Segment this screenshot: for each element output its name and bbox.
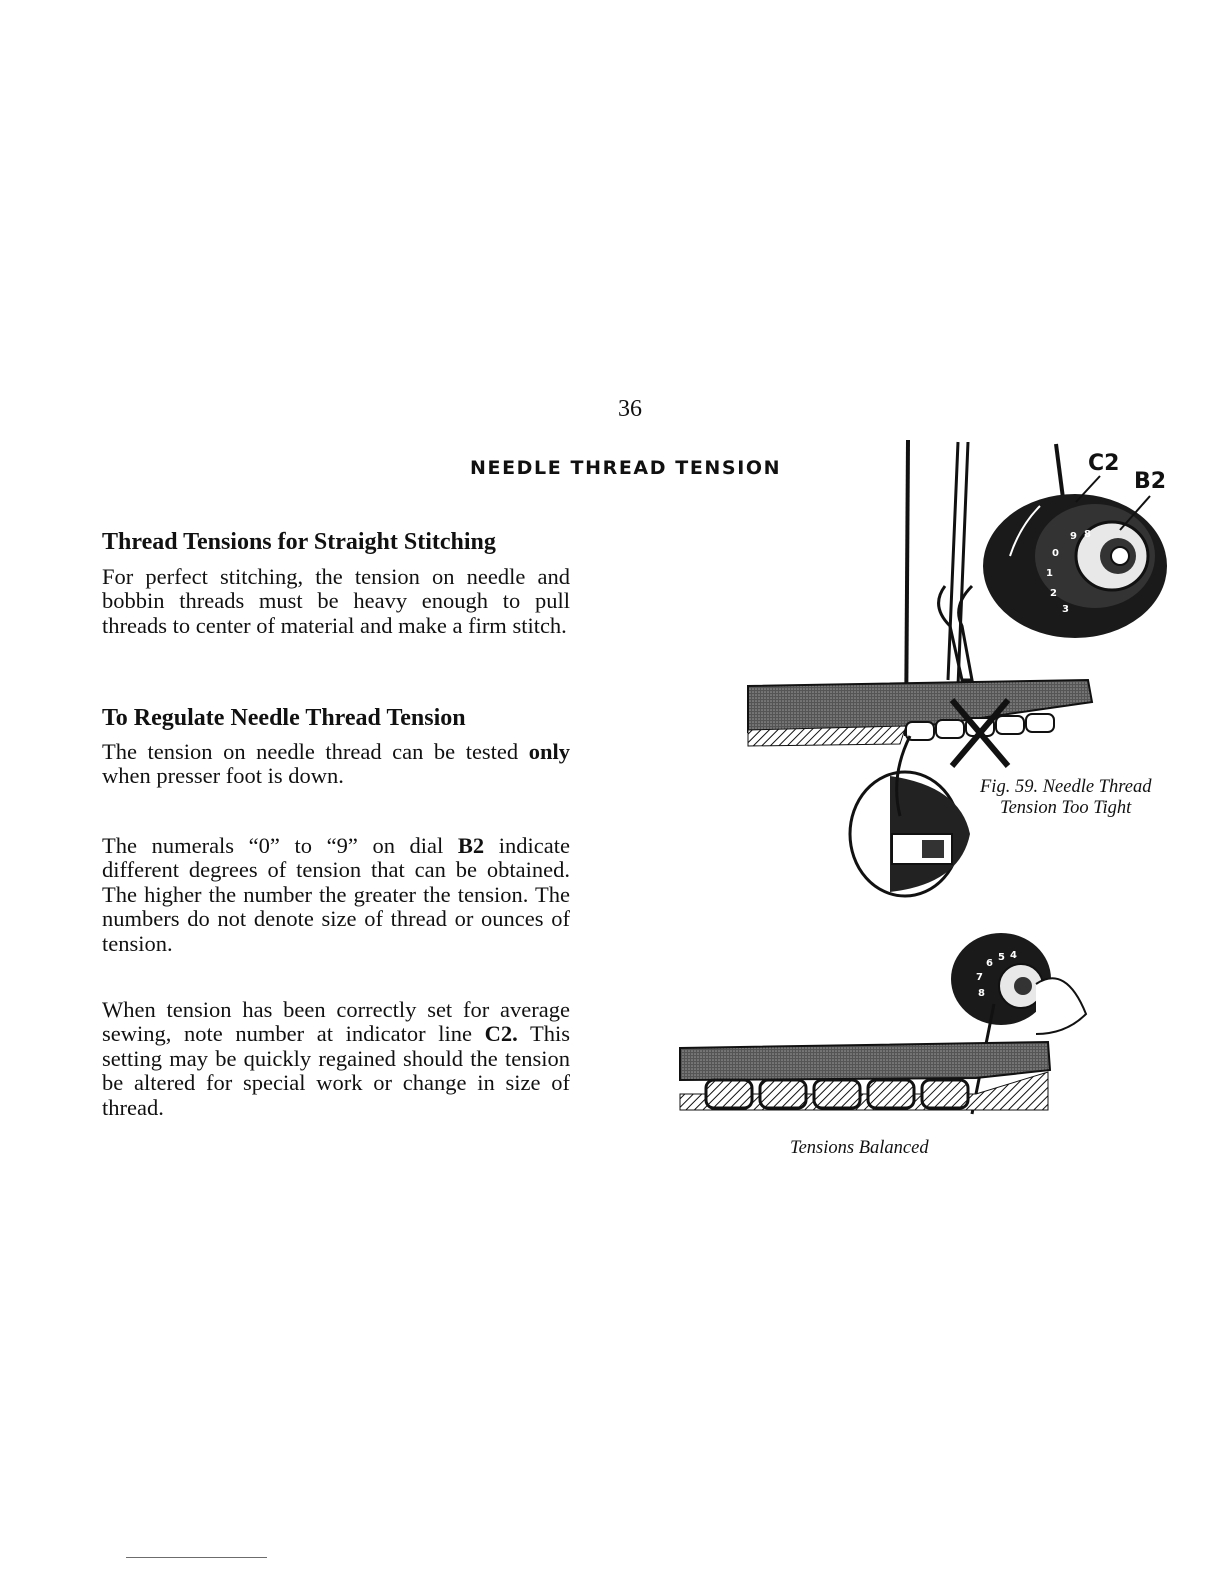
svg-text:5: 5 xyxy=(998,952,1005,963)
svg-text:0: 0 xyxy=(1052,548,1059,559)
paragraph-text: When tension has been correctly set for average sewing, note number at indicator line xyxy=(102,997,570,1047)
paragraph-text: This setting may be quickly regained should the tension be altered for special work or change in size of thread. xyxy=(102,1021,570,1120)
label-b2: B2 xyxy=(1134,469,1167,494)
svg-text:6: 6 xyxy=(986,958,993,969)
svg-text:4: 4 xyxy=(1010,950,1017,961)
paragraph-text: when presser foot is down. xyxy=(102,763,344,789)
svg-text:8: 8 xyxy=(978,988,985,999)
label-b2-inline: B2 xyxy=(457,833,485,858)
tension-dial-icon xyxy=(983,494,1167,638)
paragraph-text: The tension on needle thread can be tested xyxy=(102,739,529,764)
paragraph-text: indicate different degrees of tension that can be obtained. The higher the number the greater the tension. The numbers do not denote size of thread or ounces of tension. xyxy=(102,833,570,956)
label-c2: C2 xyxy=(1088,451,1120,476)
svg-text:1: 1 xyxy=(1046,568,1053,579)
paragraph-text: The numerals “0” to “9” on dial xyxy=(102,833,458,858)
bobbin-case-icon xyxy=(850,736,970,896)
heading-regulate-tension: To Regulate Needle Thread Tension xyxy=(102,705,466,731)
paragraph-numerals xyxy=(102,834,570,956)
svg-text:3: 3 xyxy=(1062,604,1069,615)
svg-text:2: 2 xyxy=(1050,588,1057,599)
svg-text:8: 8 xyxy=(1084,529,1091,540)
fig59-caption-line2: Tension Too Tight xyxy=(1000,798,1132,818)
balanced-illustration xyxy=(676,924,1096,1124)
balanced-caption: Tensions Balanced xyxy=(790,1138,929,1158)
paragraph-indicator xyxy=(102,998,570,1120)
footer-rule xyxy=(126,1557,267,1558)
fig59-illustration xyxy=(740,436,1190,916)
fig59-caption-line1: Fig. 59. Needle Thread xyxy=(980,777,1152,797)
svg-text:7: 7 xyxy=(976,972,983,983)
emphasis-only: only xyxy=(528,739,570,764)
section-title: NEEDLE THREAD TENSION xyxy=(470,457,782,479)
paragraph-tension-test xyxy=(102,740,570,789)
paragraph-perfect-stitching: For perfect stitching, the tension on needle and bobbin threads must be heavy enough to pull threads to center of material and make a firm stitch. xyxy=(102,564,570,638)
svg-text:9: 9 xyxy=(1070,531,1077,542)
page-number: 36 xyxy=(618,396,642,422)
label-c2-inline: C2. xyxy=(484,1021,518,1047)
heading-straight-stitching: Thread Tensions for Straight Stitching xyxy=(102,529,496,555)
